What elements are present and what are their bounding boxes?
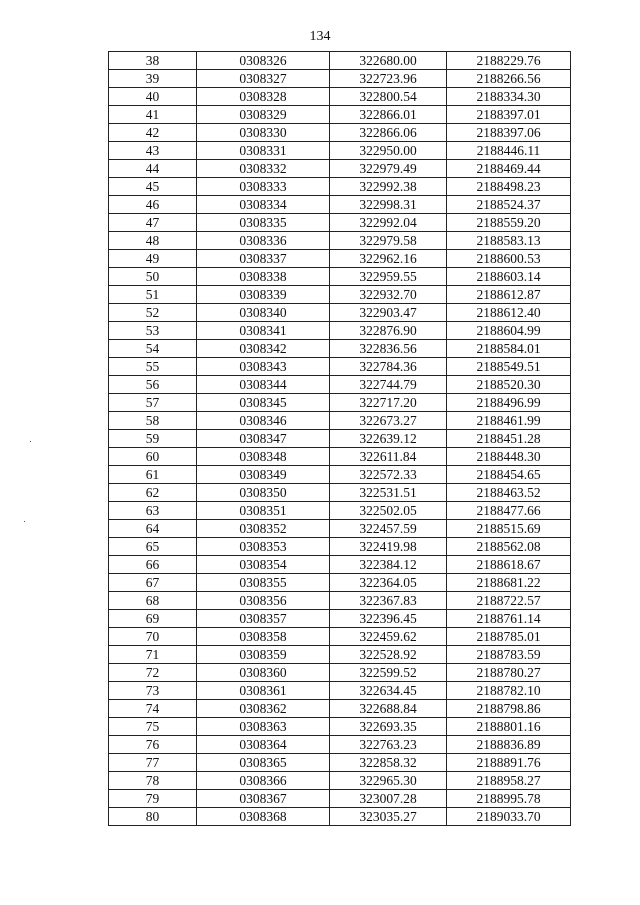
point-id-cell: 0308330 [197,124,330,142]
x-coordinate-cell: 322717.20 [330,394,447,412]
coordinate-table [108,51,571,826]
point-id-cell: 0308334 [197,196,330,214]
row-index-cell: 51 [109,286,197,304]
x-coordinate-cell: 322866.06 [330,124,447,142]
y-coordinate-cell: 2188891.76 [447,754,571,772]
x-coordinate-cell: 322528.92 [330,646,447,664]
row-index-cell: 47 [109,214,197,232]
table-row [109,646,571,664]
y-coordinate-cell: 2188612.87 [447,286,571,304]
y-coordinate-cell: 2188451.28 [447,430,571,448]
x-coordinate-cell: 322723.96 [330,70,447,88]
point-id-cell: 0308365 [197,754,330,772]
x-coordinate-cell: 323007.28 [330,790,447,808]
x-coordinate-cell: 322763.23 [330,736,447,754]
point-id-cell: 0308364 [197,736,330,754]
y-coordinate-cell: 2188995.78 [447,790,571,808]
x-coordinate-cell: 322932.70 [330,286,447,304]
table-row [109,250,571,268]
table-row [109,520,571,538]
table-row [109,160,571,178]
y-coordinate-cell: 2188782.10 [447,682,571,700]
table-row [109,700,571,718]
y-coordinate-cell: 2188266.56 [447,70,571,88]
row-index-cell: 75 [109,718,197,736]
row-index-cell: 79 [109,790,197,808]
row-index-cell: 64 [109,520,197,538]
point-id-cell: 0308350 [197,484,330,502]
point-id-cell: 0308332 [197,160,330,178]
y-coordinate-cell: 2188448.30 [447,448,571,466]
row-index-cell: 38 [109,52,197,70]
x-coordinate-cell: 322459.62 [330,628,447,646]
x-coordinate-cell: 322611.84 [330,448,447,466]
y-coordinate-cell: 2188559.20 [447,214,571,232]
point-id-cell: 0308327 [197,70,330,88]
table-row [109,664,571,682]
table-row [109,124,571,142]
y-coordinate-cell: 2188334.30 [447,88,571,106]
y-coordinate-cell: 2188496.99 [447,394,571,412]
y-coordinate-cell: 2188958.27 [447,772,571,790]
row-index-cell: 49 [109,250,197,268]
row-index-cell: 53 [109,322,197,340]
table-row [109,322,571,340]
point-id-cell: 0308346 [197,412,330,430]
row-index-cell: 52 [109,304,197,322]
x-coordinate-cell: 322836.56 [330,340,447,358]
point-id-cell: 0308342 [197,340,330,358]
y-coordinate-cell: 2188461.99 [447,412,571,430]
point-id-cell: 0308344 [197,376,330,394]
y-coordinate-cell: 2188477.66 [447,502,571,520]
row-index-cell: 39 [109,70,197,88]
table-row [109,754,571,772]
y-coordinate-cell: 2188515.69 [447,520,571,538]
point-id-cell: 0308363 [197,718,330,736]
point-id-cell: 0308343 [197,358,330,376]
point-id-cell: 0308348 [197,448,330,466]
y-coordinate-cell: 2188600.53 [447,250,571,268]
row-index-cell: 48 [109,232,197,250]
point-id-cell: 0308331 [197,142,330,160]
y-coordinate-cell: 2188520.30 [447,376,571,394]
point-id-cell: 0308356 [197,592,330,610]
y-coordinate-cell: 2188498.23 [447,178,571,196]
point-id-cell: 0308366 [197,772,330,790]
point-id-cell: 0308352 [197,520,330,538]
row-index-cell: 78 [109,772,197,790]
point-id-cell: 0308339 [197,286,330,304]
row-index-cell: 70 [109,628,197,646]
y-coordinate-cell: 2188798.86 [447,700,571,718]
table-row [109,574,571,592]
row-index-cell: 77 [109,754,197,772]
table-row [109,196,571,214]
table-row [109,70,571,88]
row-index-cell: 54 [109,340,197,358]
x-coordinate-cell: 322992.38 [330,178,447,196]
point-id-cell: 0308326 [197,52,330,70]
table-row [109,556,571,574]
table-row [109,772,571,790]
x-coordinate-cell: 322419.98 [330,538,447,556]
y-coordinate-cell: 2188761.14 [447,610,571,628]
row-index-cell: 57 [109,394,197,412]
x-coordinate-cell: 322364.05 [330,574,447,592]
y-coordinate-cell: 2188583.13 [447,232,571,250]
table-row [109,268,571,286]
x-coordinate-cell: 322959.55 [330,268,447,286]
row-index-cell: 68 [109,592,197,610]
table-row [109,628,571,646]
row-index-cell: 66 [109,556,197,574]
table-row [109,484,571,502]
table-row [109,592,571,610]
x-coordinate-cell: 322965.30 [330,772,447,790]
x-coordinate-cell: 322673.27 [330,412,447,430]
x-coordinate-cell: 322367.83 [330,592,447,610]
y-coordinate-cell: 2188722.57 [447,592,571,610]
y-coordinate-cell: 2188229.76 [447,52,571,70]
y-coordinate-cell: 2188780.27 [447,664,571,682]
x-coordinate-cell: 322858.32 [330,754,447,772]
y-coordinate-cell: 2188549.51 [447,358,571,376]
point-id-cell: 0308351 [197,502,330,520]
x-coordinate-cell: 322998.31 [330,196,447,214]
scan-speck [30,441,31,442]
row-index-cell: 63 [109,502,197,520]
row-index-cell: 74 [109,700,197,718]
point-id-cell: 0308328 [197,88,330,106]
row-index-cell: 55 [109,358,197,376]
table-row [109,610,571,628]
x-coordinate-cell: 322634.45 [330,682,447,700]
point-id-cell: 0308335 [197,214,330,232]
y-coordinate-cell: 2188397.06 [447,124,571,142]
row-index-cell: 58 [109,412,197,430]
table-row [109,502,571,520]
row-index-cell: 43 [109,142,197,160]
y-coordinate-cell: 2188454.65 [447,466,571,484]
row-index-cell: 72 [109,664,197,682]
x-coordinate-cell: 322800.54 [330,88,447,106]
point-id-cell: 0308367 [197,790,330,808]
point-id-cell: 0308362 [197,700,330,718]
x-coordinate-cell: 322950.00 [330,142,447,160]
x-coordinate-cell: 322979.58 [330,232,447,250]
point-id-cell: 0308349 [197,466,330,484]
row-index-cell: 56 [109,376,197,394]
y-coordinate-cell: 2188618.67 [447,556,571,574]
table-row [109,430,571,448]
table-row [109,358,571,376]
point-id-cell: 0308345 [197,394,330,412]
table-row [109,448,571,466]
row-index-cell: 44 [109,160,197,178]
x-coordinate-cell: 322572.33 [330,466,447,484]
row-index-cell: 41 [109,106,197,124]
row-index-cell: 71 [109,646,197,664]
table-row [109,682,571,700]
x-coordinate-cell: 322396.45 [330,610,447,628]
x-coordinate-cell: 322680.00 [330,52,447,70]
x-coordinate-cell: 322992.04 [330,214,447,232]
x-coordinate-cell: 322866.01 [330,106,447,124]
x-coordinate-cell: 322876.90 [330,322,447,340]
y-coordinate-cell: 2188836.89 [447,736,571,754]
point-id-cell: 0308358 [197,628,330,646]
y-coordinate-cell: 2189033.70 [447,808,571,826]
table-row [109,340,571,358]
table-row [109,394,571,412]
table-row [109,286,571,304]
y-coordinate-cell: 2188783.59 [447,646,571,664]
y-coordinate-cell: 2188801.16 [447,718,571,736]
row-index-cell: 40 [109,88,197,106]
point-id-cell: 0308359 [197,646,330,664]
table-row [109,178,571,196]
table-row [109,466,571,484]
row-index-cell: 45 [109,178,197,196]
scan-speck [24,521,25,522]
row-index-cell: 46 [109,196,197,214]
x-coordinate-cell: 322693.35 [330,718,447,736]
table-row [109,538,571,556]
y-coordinate-cell: 2188446.11 [447,142,571,160]
table-row [109,52,571,70]
point-id-cell: 0308361 [197,682,330,700]
point-id-cell: 0308353 [197,538,330,556]
point-id-cell: 0308347 [197,430,330,448]
table-row [109,808,571,826]
row-index-cell: 59 [109,430,197,448]
table-body [109,52,571,826]
table-row [109,376,571,394]
y-coordinate-cell: 2188604.99 [447,322,571,340]
table-row [109,142,571,160]
table-row [109,106,571,124]
point-id-cell: 0308333 [197,178,330,196]
x-coordinate-cell: 322784.36 [330,358,447,376]
point-id-cell: 0308341 [197,322,330,340]
row-index-cell: 69 [109,610,197,628]
y-coordinate-cell: 2188681.22 [447,574,571,592]
table-row [109,88,571,106]
row-index-cell: 65 [109,538,197,556]
y-coordinate-cell: 2188463.52 [447,484,571,502]
table-row [109,736,571,754]
x-coordinate-cell: 322384.12 [330,556,447,574]
point-id-cell: 0308329 [197,106,330,124]
row-index-cell: 60 [109,448,197,466]
row-index-cell: 67 [109,574,197,592]
point-id-cell: 0308336 [197,232,330,250]
y-coordinate-cell: 2188562.08 [447,538,571,556]
y-coordinate-cell: 2188397.01 [447,106,571,124]
table-row [109,214,571,232]
point-id-cell: 0308360 [197,664,330,682]
x-coordinate-cell: 322531.51 [330,484,447,502]
y-coordinate-cell: 2188469.44 [447,160,571,178]
table-row [109,304,571,322]
x-coordinate-cell: 322457.59 [330,520,447,538]
table-row [109,790,571,808]
table-row [109,718,571,736]
row-index-cell: 80 [109,808,197,826]
x-coordinate-cell: 322502.05 [330,502,447,520]
x-coordinate-cell: 322979.49 [330,160,447,178]
point-id-cell: 0308340 [197,304,330,322]
x-coordinate-cell: 322962.16 [330,250,447,268]
row-index-cell: 62 [109,484,197,502]
x-coordinate-cell: 322744.79 [330,376,447,394]
x-coordinate-cell: 323035.27 [330,808,447,826]
point-id-cell: 0308354 [197,556,330,574]
point-id-cell: 0308355 [197,574,330,592]
x-coordinate-cell: 322688.84 [330,700,447,718]
x-coordinate-cell: 322599.52 [330,664,447,682]
table-row [109,412,571,430]
x-coordinate-cell: 322903.47 [330,304,447,322]
point-id-cell: 0308357 [197,610,330,628]
point-id-cell: 0308368 [197,808,330,826]
row-index-cell: 50 [109,268,197,286]
point-id-cell: 0308337 [197,250,330,268]
table-row [109,232,571,250]
page-number: 134 [309,29,331,44]
x-coordinate-cell: 322639.12 [330,430,447,448]
y-coordinate-cell: 2188603.14 [447,268,571,286]
y-coordinate-cell: 2188524.37 [447,196,571,214]
y-coordinate-cell: 2188785.01 [447,628,571,646]
row-index-cell: 61 [109,466,197,484]
row-index-cell: 76 [109,736,197,754]
y-coordinate-cell: 2188612.40 [447,304,571,322]
y-coordinate-cell: 2188584.01 [447,340,571,358]
point-id-cell: 0308338 [197,268,330,286]
row-index-cell: 42 [109,124,197,142]
row-index-cell: 73 [109,682,197,700]
